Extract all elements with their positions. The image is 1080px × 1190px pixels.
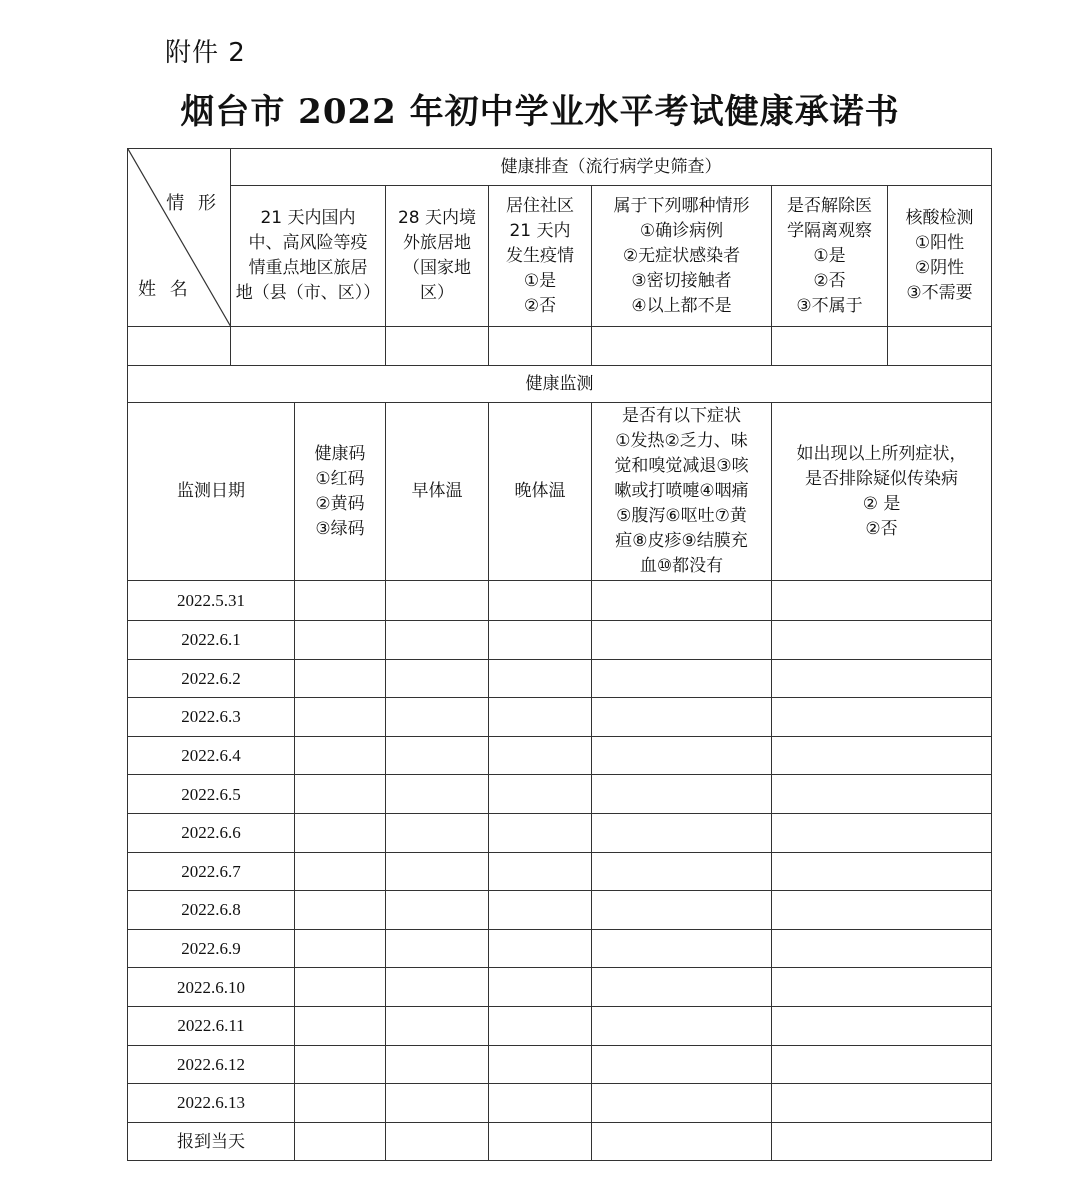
health-code-cell[interactable]: [295, 1122, 386, 1161]
cell-line: ③不属于: [796, 295, 863, 316]
exclude-cell[interactable]: [772, 1122, 992, 1161]
cell-line: ②黄码: [315, 493, 365, 514]
monitor-date: 2022.6.2: [128, 659, 295, 698]
cell-line: 健康码: [314, 443, 366, 464]
health-code-cell[interactable]: [295, 581, 386, 621]
monitor-row: [128, 698, 992, 737]
monitor-date: 2022.6.13: [128, 1084, 295, 1123]
exclude-cell[interactable]: [772, 852, 992, 891]
col-symptoms: [592, 403, 772, 581]
morning-temp-cell[interactable]: [386, 581, 489, 621]
col-health-code: [295, 403, 386, 581]
cell-line: 嗽或打喷嚏④咽痛: [614, 481, 749, 501]
evening-temp-cell[interactable]: [489, 968, 592, 1007]
monitor-date: 2022.6.4: [128, 736, 295, 775]
cell-line: ①阳性: [914, 233, 965, 253]
morning-temp-cell[interactable]: [386, 852, 489, 891]
cell-line: ①确诊病例: [639, 220, 724, 241]
health-code-cell[interactable]: [295, 1006, 386, 1045]
cell-line: 属于下列哪种情形: [613, 195, 750, 216]
exclude-cell[interactable]: [772, 775, 992, 814]
health-code-cell[interactable]: [295, 659, 386, 698]
screening-header: 健康排查（流行病学史筛查）: [231, 149, 992, 186]
morning-temp-cell[interactable]: [386, 968, 489, 1007]
cell-line: 如出现以上所列症状，: [796, 443, 967, 464]
page-title: 烟台市 2022 年初中学业水平考试健康承诺书: [180, 92, 900, 132]
health-code-cell[interactable]: [295, 1045, 386, 1084]
cell-line: 是否有以下症状: [622, 406, 741, 426]
cell-line: ③不需要: [906, 283, 973, 303]
cell-line: ①是: [813, 245, 846, 266]
col-morning-temp: 早体温: [386, 403, 489, 581]
evening-temp-cell[interactable]: [489, 1006, 592, 1045]
evening-temp-cell[interactable]: [489, 891, 592, 930]
input-cell[interactable]: [592, 327, 772, 366]
attachment-label: 附件 2: [165, 38, 246, 68]
monitor-row: [128, 1084, 992, 1123]
cell-line: 核酸检测: [905, 208, 974, 228]
exclude-cell[interactable]: [772, 736, 992, 775]
symptoms-cell[interactable]: [592, 1122, 772, 1161]
cell-line: 区）: [420, 283, 454, 303]
exclude-cell[interactable]: [772, 891, 992, 930]
monitor-date: 2022.6.1: [128, 621, 295, 660]
monitor-row: [128, 736, 992, 775]
symptoms-cell[interactable]: [592, 968, 772, 1007]
exclude-cell[interactable]: [772, 968, 992, 1007]
cell-line: 居住社区: [506, 195, 574, 216]
cell-line: （国家地: [403, 258, 471, 278]
input-cell[interactable]: [128, 327, 231, 366]
health-commitment-form: [127, 148, 992, 1161]
cell-line: 疸⑧皮疹⑨结膜充: [615, 531, 748, 551]
cell-line: 中、高风险等疫: [248, 233, 368, 253]
cell-line: ② 是: [862, 493, 901, 514]
evening-temp-cell[interactable]: [489, 659, 592, 698]
monitor-date: 报到当天: [128, 1122, 295, 1161]
cell-line: ①发热②乏力、味: [615, 431, 748, 451]
evening-temp-cell[interactable]: [489, 775, 592, 814]
exclude-cell[interactable]: [772, 1084, 992, 1123]
monitor-row: [128, 775, 992, 814]
monitor-date: 2022.6.3: [128, 698, 295, 737]
morning-temp-cell[interactable]: [386, 813, 489, 852]
symptoms-cell[interactable]: [592, 659, 772, 698]
health-code-cell[interactable]: [295, 621, 386, 660]
cell-line: ②否: [865, 518, 898, 539]
monitor-date: 2022.5.31: [128, 581, 295, 621]
exclude-cell[interactable]: [772, 813, 992, 852]
evening-temp-cell[interactable]: [489, 1084, 592, 1123]
cell-line: ③密切接触者: [631, 270, 732, 291]
monitor-row: [128, 968, 992, 1007]
monitor-row: [128, 1122, 992, 1161]
cell-line: ④以上都不是: [631, 295, 732, 316]
symptoms-cell[interactable]: [592, 581, 772, 621]
evening-temp-cell[interactable]: [489, 929, 592, 968]
evening-temp-cell[interactable]: [489, 813, 592, 852]
monitor-row: [128, 621, 992, 660]
cell-line: 情重点地区旅居: [248, 258, 368, 278]
col-quarantine: [772, 186, 888, 327]
cell-line: ②否: [813, 270, 846, 291]
health-code-cell[interactable]: [295, 813, 386, 852]
monitor-row: [128, 891, 992, 930]
health-code-cell[interactable]: [295, 891, 386, 930]
col-overseas: [386, 186, 489, 327]
monitoring-header: 健康监测: [128, 366, 992, 403]
symptoms-cell[interactable]: [592, 621, 772, 660]
cell-line: 21 天内国内: [260, 208, 356, 228]
symptoms-cell[interactable]: [592, 1045, 772, 1084]
morning-temp-cell[interactable]: [386, 1006, 489, 1045]
cell-line: 外旅居地: [403, 233, 471, 253]
monitor-date: 2022.6.12: [128, 1045, 295, 1084]
diagonal-header-cell: [128, 149, 231, 327]
cell-line: 21 天内: [509, 220, 571, 241]
evening-temp-cell[interactable]: [489, 581, 592, 621]
morning-temp-cell[interactable]: [386, 621, 489, 660]
morning-temp-cell[interactable]: [386, 929, 489, 968]
situation-label: 情 形: [166, 193, 220, 214]
name-label: 姓 名: [138, 279, 192, 300]
cell-line: 是否排除疑似传染病: [805, 468, 959, 489]
morning-temp-cell[interactable]: [386, 659, 489, 698]
col-case-type: [592, 186, 772, 327]
morning-temp-cell[interactable]: [386, 891, 489, 930]
morning-temp-cell[interactable]: [386, 698, 489, 737]
monitor-row: [128, 581, 992, 621]
symptoms-cell[interactable]: [592, 852, 772, 891]
col-exclude-disease: [772, 403, 992, 581]
monitor-row: [128, 813, 992, 852]
input-cell[interactable]: [489, 327, 592, 366]
exclude-cell[interactable]: [772, 1006, 992, 1045]
exclude-cell[interactable]: [772, 1045, 992, 1084]
input-cell[interactable]: [888, 327, 992, 366]
morning-temp-cell[interactable]: [386, 1122, 489, 1161]
cell-line: 觉和嗅觉减退③咳: [614, 456, 749, 476]
monitor-date: 2022.6.10: [128, 968, 295, 1007]
input-cell[interactable]: [772, 327, 888, 366]
evening-temp-cell[interactable]: [489, 621, 592, 660]
symptoms-cell[interactable]: [592, 775, 772, 814]
monitor-date: 2022.6.8: [128, 891, 295, 930]
evening-temp-cell[interactable]: [489, 698, 592, 737]
col-domestic-risk: [231, 186, 386, 327]
exclude-cell[interactable]: [772, 698, 992, 737]
symptoms-cell[interactable]: [592, 698, 772, 737]
morning-temp-cell[interactable]: [386, 1045, 489, 1084]
cell-line: ⑤腹泻⑥呕吐⑦黄: [616, 506, 747, 526]
screening-input-row: [128, 327, 992, 366]
cell-line: ②否: [523, 295, 557, 316]
symptoms-cell[interactable]: [592, 1006, 772, 1045]
cell-line: ③绿码: [315, 518, 365, 539]
col-monitor-date: 监测日期: [128, 403, 295, 581]
health-code-cell[interactable]: [295, 1084, 386, 1123]
symptoms-cell[interactable]: [592, 1084, 772, 1123]
symptoms-cell[interactable]: [592, 813, 772, 852]
monitor-row: [128, 659, 992, 698]
symptoms-cell[interactable]: [592, 736, 772, 775]
cell-line: 是否解除医: [787, 195, 872, 216]
input-cell[interactable]: [386, 327, 489, 366]
exclude-cell[interactable]: [772, 581, 992, 621]
exclude-cell[interactable]: [772, 621, 992, 660]
monitor-date: 2022.6.11: [128, 1006, 295, 1045]
monitor-date: 2022.6.9: [128, 929, 295, 968]
symptoms-cell[interactable]: [592, 891, 772, 930]
morning-temp-cell[interactable]: [386, 1084, 489, 1123]
cell-line: ①是: [523, 270, 557, 291]
monitor-date: 2022.6.7: [128, 852, 295, 891]
health-code-cell[interactable]: [295, 968, 386, 1007]
exclude-cell[interactable]: [772, 929, 992, 968]
col-evening-temp: 晚体温: [489, 403, 592, 581]
monitor-date: 2022.6.5: [128, 775, 295, 814]
cell-line: ②阴性: [914, 258, 965, 278]
cell-line: 学隔离观察: [787, 220, 872, 241]
health-code-cell[interactable]: [295, 736, 386, 775]
cell-line: 血⑩都没有: [639, 556, 724, 576]
evening-temp-cell[interactable]: [489, 1122, 592, 1161]
col-community: [489, 186, 592, 327]
health-code-cell[interactable]: [295, 698, 386, 737]
monitor-row: [128, 1006, 992, 1045]
morning-temp-cell[interactable]: [386, 775, 489, 814]
monitor-row: [128, 1045, 992, 1084]
symptoms-cell[interactable]: [592, 929, 772, 968]
monitor-date: 2022.6.6: [128, 813, 295, 852]
cell-line: 地（县（市、区））: [235, 283, 381, 303]
cell-line: 28 天内境: [397, 208, 477, 228]
evening-temp-cell[interactable]: [489, 736, 592, 775]
cell-line: ②无症状感染者: [622, 245, 741, 266]
health-code-cell[interactable]: [295, 852, 386, 891]
monitor-row: [128, 852, 992, 891]
col-nucleic-test: [888, 186, 992, 327]
health-code-cell[interactable]: [295, 775, 386, 814]
morning-temp-cell[interactable]: [386, 736, 489, 775]
evening-temp-cell[interactable]: [489, 1045, 592, 1084]
exclude-cell[interactable]: [772, 659, 992, 698]
monitor-row: [128, 929, 992, 968]
cell-line: 发生疫情: [506, 245, 574, 266]
health-code-cell[interactable]: [295, 929, 386, 968]
cell-line: ①红码: [315, 468, 365, 489]
evening-temp-cell[interactable]: [489, 852, 592, 891]
input-cell[interactable]: [231, 327, 386, 366]
